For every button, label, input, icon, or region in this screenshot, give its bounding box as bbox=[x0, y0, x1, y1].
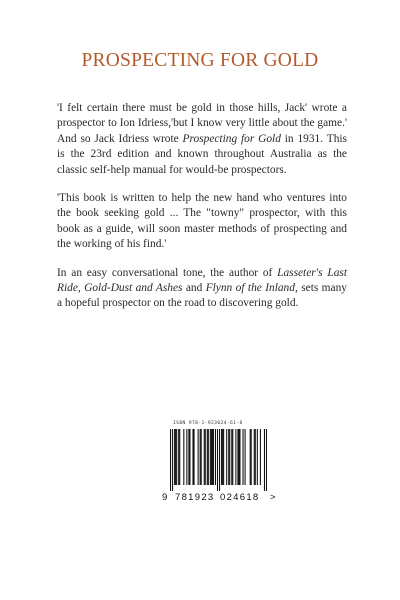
blurb-p3-book-titles: Lasseter's Last Ride, Gold-Dust and Ashes bbox=[57, 266, 347, 295]
barcode-bar bbox=[178, 429, 179, 485]
blurb-p1-book-title: Prospecting for Gold bbox=[182, 132, 281, 145]
barcode-bar bbox=[255, 429, 256, 485]
barcode-bar bbox=[221, 429, 222, 485]
barcode-bar bbox=[254, 429, 255, 485]
barcode-bar bbox=[193, 429, 194, 485]
barcode-bar bbox=[192, 429, 193, 485]
barcode-bar bbox=[204, 429, 205, 485]
blurb-p3-book-title-flynn: Flynn of the Inland, bbox=[205, 282, 298, 295]
barcode-bar bbox=[260, 429, 261, 485]
barcode-bar bbox=[239, 429, 240, 485]
barcode-bar bbox=[245, 429, 246, 485]
barcode-bar bbox=[186, 429, 187, 485]
barcode-bar bbox=[237, 429, 238, 485]
barcode-bar bbox=[172, 429, 173, 491]
barcode-bar bbox=[264, 429, 265, 491]
barcode-bar bbox=[210, 429, 211, 485]
ean-quiet-zone-arrow: > bbox=[270, 492, 276, 503]
barcode-bar bbox=[198, 429, 199, 485]
barcode-bar bbox=[176, 429, 177, 485]
barcode-bar bbox=[238, 429, 239, 485]
ean-left-group: 781923 bbox=[175, 492, 215, 503]
barcode-bar bbox=[217, 429, 218, 491]
barcode-bar bbox=[219, 429, 220, 491]
barcode-bar bbox=[250, 429, 251, 485]
barcode-bar bbox=[207, 429, 208, 485]
barcode-bar bbox=[208, 429, 209, 485]
blurb-p3-text-b: and bbox=[182, 282, 206, 295]
barcode-bar bbox=[201, 429, 202, 485]
barcode-bar bbox=[175, 429, 176, 485]
barcode-bar bbox=[212, 429, 213, 485]
barcode-bar bbox=[179, 429, 180, 485]
barcode-bar bbox=[222, 429, 223, 485]
book-title: PROSPECTING FOR GOLD bbox=[81, 50, 319, 71]
barcode-bar bbox=[251, 429, 252, 485]
barcode-bar bbox=[183, 429, 184, 485]
barcode-bar bbox=[213, 429, 214, 485]
blurb-paragraph-3 bbox=[57, 266, 347, 312]
isbn-barcode bbox=[162, 421, 276, 510]
barcode-bar bbox=[211, 429, 212, 485]
barcode-bar bbox=[229, 429, 230, 485]
ean-right-group: 024618 bbox=[220, 492, 260, 503]
barcode-bar bbox=[223, 429, 224, 485]
blurb-paragraph-2: 'This book is written to help the new hand who ventures into the book seeking gold ... The "towny" prospector, with this book as a guide, will soon master methods of prospecting and the working of his find.' bbox=[57, 192, 347, 251]
barcode-bar bbox=[242, 429, 243, 485]
barcode-bar bbox=[235, 429, 236, 485]
blurb-p1-text-a: 'I felt certain there must be gold in those hills, Jack' wrote a prospector to Ion Idriess,'but I know very little about the game.' And so Jack Idriess wrote bbox=[57, 102, 347, 145]
isbn-label: ISBN 978-1-923024-61-8 bbox=[173, 421, 243, 426]
barcode-bar bbox=[226, 429, 227, 485]
barcode-bar bbox=[200, 429, 201, 485]
blurb-p3-text-c: sets many a hopeful prospector on the road to discovering gold. bbox=[57, 282, 347, 310]
barcode-bar bbox=[174, 429, 175, 485]
barcode-bar bbox=[232, 429, 233, 485]
barcode-bar bbox=[189, 429, 190, 485]
barcode-bar bbox=[205, 429, 206, 485]
blurb-text bbox=[57, 101, 347, 325]
barcode-bar bbox=[188, 429, 189, 485]
barcode-bar bbox=[215, 429, 216, 485]
barcode-bar bbox=[170, 429, 171, 491]
barcode-bar bbox=[228, 429, 229, 485]
barcode-bars bbox=[170, 429, 267, 491]
barcode-bar bbox=[231, 429, 232, 485]
blurb-paragraph-1 bbox=[57, 101, 347, 178]
barcode-bar bbox=[266, 429, 267, 491]
blurb-p3-text-a: In an easy conversational tone, the author of bbox=[57, 266, 278, 279]
barcode-bar bbox=[257, 429, 258, 485]
ean-first-digit: 9 bbox=[162, 492, 168, 503]
blurb-p1-text-b: in 1931. This is the 23rd edition and known throughout Australia as the classic self-help manual for would-be prospectors. bbox=[57, 132, 347, 176]
